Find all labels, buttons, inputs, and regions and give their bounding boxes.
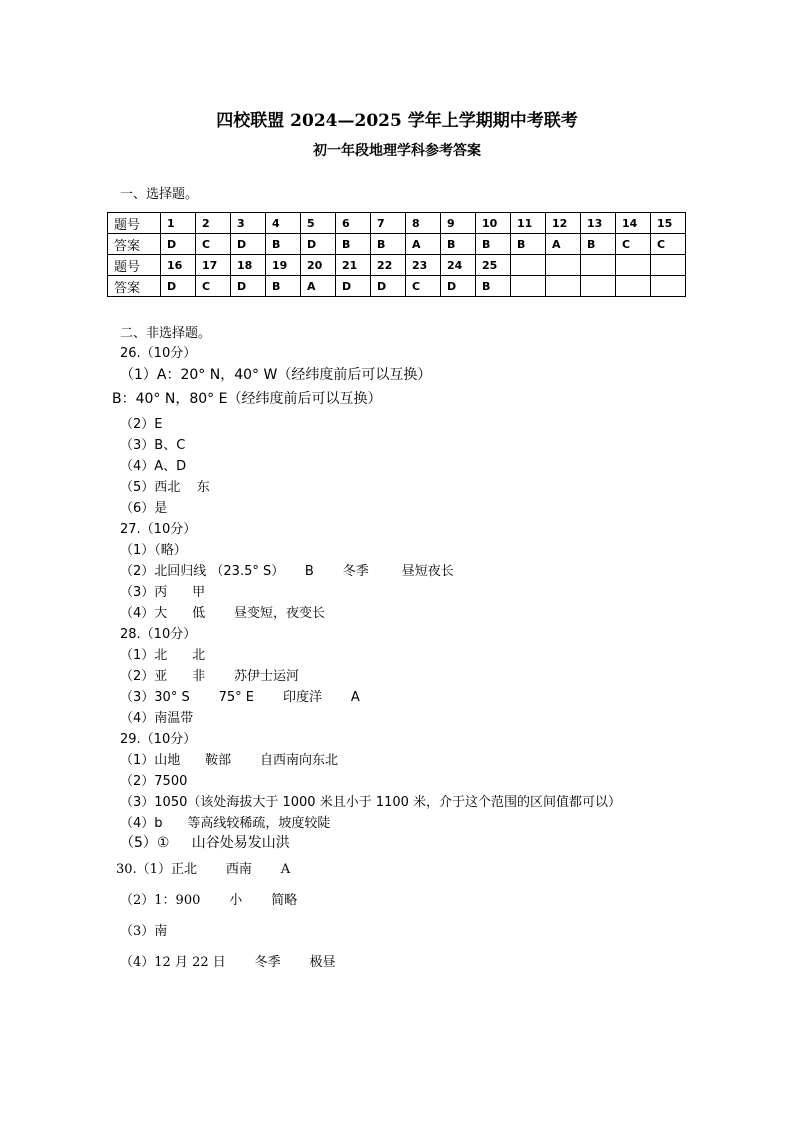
question-number-cell: [616, 255, 651, 276]
question-number-cell: 1: [161, 213, 196, 234]
question-number-cell: 4: [266, 213, 301, 234]
answer-cell: C: [616, 234, 651, 255]
answer-line: 27.（10分）: [120, 522, 197, 537]
question-number-cell: [546, 255, 581, 276]
question-number-cell: 6: [336, 213, 371, 234]
question-number-cell: 25: [476, 255, 511, 276]
answer-line: （3）丙 甲: [120, 585, 206, 600]
question-number-cell: 15: [651, 213, 686, 234]
answer-cell: [546, 276, 581, 297]
answer-cell: B: [371, 234, 406, 255]
answer-line: （2）E: [120, 417, 163, 432]
answer-line: （5）① 山谷处易发山洪: [120, 835, 290, 851]
answer-cell: D: [161, 234, 196, 255]
table-row-answers-2: [108, 276, 686, 297]
question-number-cell: 21: [336, 255, 371, 276]
answer-cell: A: [546, 234, 581, 255]
answer-line: （4）b 等高线较稀疏，坡度较陡: [120, 816, 331, 831]
row-label-answer: 答案: [108, 234, 161, 255]
question-number-cell: 7: [371, 213, 406, 234]
question-number-cell: 23: [406, 255, 441, 276]
answer-line: 28.（10分）: [120, 627, 197, 642]
question-number-cell: 20: [301, 255, 336, 276]
question-number-cell: 16: [161, 255, 196, 276]
answer-line: （6）是: [120, 501, 168, 516]
answer-line: （3）南: [120, 924, 168, 939]
answer-line: （3）30° S 75° E 印度洋 A: [120, 690, 360, 705]
answer-line: 30.（1）正北 西南 A: [116, 862, 291, 877]
answer-cell: B: [511, 234, 546, 255]
question-number-cell: [581, 255, 616, 276]
answer-cell: C: [196, 234, 231, 255]
answer-cell: B: [266, 234, 301, 255]
answer-line: （3）B、C: [120, 438, 186, 453]
answer-line: （1）A：20° N，40° W（经纬度前后可以互换）: [120, 367, 432, 383]
document-title: 四校联盟 2024—2025 学年上学期期中考联考: [216, 111, 578, 131]
answer-cell: B: [476, 234, 511, 255]
answer-line: （4）南温带: [120, 711, 194, 726]
answer-line: （2）亚 非 苏伊士运河: [120, 669, 299, 684]
question-number-cell: 9: [441, 213, 476, 234]
table-row-numbers-1: [108, 213, 686, 234]
row-label-answer: 答案: [108, 276, 161, 297]
answer-line: （2）北回归线 （23.5° S） B 冬季 昼短夜长: [120, 564, 454, 579]
question-number-cell: 5: [301, 213, 336, 234]
answer-cell: D: [441, 276, 476, 297]
question-number-cell: 14: [616, 213, 651, 234]
answer-cell: [616, 276, 651, 297]
question-number-cell: [651, 255, 686, 276]
answer-cell: D: [371, 276, 406, 297]
answer-cell: [651, 276, 686, 297]
answer-table: [107, 212, 686, 297]
question-number-cell: 2: [196, 213, 231, 234]
answer-line: 29.（10分）: [120, 732, 197, 747]
answer-cell: [581, 276, 616, 297]
answer-cell: B: [336, 234, 371, 255]
answer-line: （2）7500: [120, 774, 188, 789]
answer-line: B：40° N，80° E（经纬度前后可以互换）: [112, 391, 382, 407]
answer-line: （1）北 北: [120, 648, 206, 663]
answer-line: （4）12 月 22 日 冬季 极昼: [120, 955, 336, 970]
question-number-cell: 12: [546, 213, 581, 234]
answer-cell: B: [476, 276, 511, 297]
answer-cell: D: [231, 234, 266, 255]
answer-cell: C: [196, 276, 231, 297]
row-label-question: 题号: [108, 213, 161, 234]
question-number-cell: 22: [371, 255, 406, 276]
row-label-question: 题号: [108, 255, 161, 276]
answer-line: （5）西北 东: [120, 480, 210, 495]
answer-line: （1）（略）: [120, 543, 187, 558]
question-number-cell: 19: [266, 255, 301, 276]
answer-cell: D: [161, 276, 196, 297]
answer-line: （3）1050（该处海拔大于 1000 米且小于 1100 米，介于这个范围的区间值都可以）: [120, 795, 622, 810]
answer-cell: A: [406, 234, 441, 255]
question-number-cell: 10: [476, 213, 511, 234]
answer-cell: D: [301, 234, 336, 255]
table-row-answers-1: [108, 234, 686, 255]
question-number-cell: 3: [231, 213, 266, 234]
answer-line: 26.（10分）: [120, 346, 197, 361]
answer-cell: B: [441, 234, 476, 255]
answer-cell: D: [336, 276, 371, 297]
answer-cell: D: [231, 276, 266, 297]
answer-cell: B: [266, 276, 301, 297]
question-number-cell: 24: [441, 255, 476, 276]
answer-cell: C: [651, 234, 686, 255]
answer-cell: B: [581, 234, 616, 255]
question-number-cell: 13: [581, 213, 616, 234]
section-2-heading: 二、非选择题。: [120, 326, 212, 341]
answer-line: （2）1：900 小 简略: [120, 893, 298, 908]
document-subtitle: 初一年段地理学科参考答案: [313, 143, 481, 159]
answer-cell: C: [406, 276, 441, 297]
answer-line: （4）大 低 昼变短，夜变长: [120, 606, 325, 621]
question-number-cell: 11: [511, 213, 546, 234]
answer-line: （1）山地 鞍部 自西南向东北: [120, 753, 338, 768]
question-number-cell: 8: [406, 213, 441, 234]
answer-cell: [511, 276, 546, 297]
table-row-numbers-2: [108, 255, 686, 276]
question-number-cell: [511, 255, 546, 276]
section-1-heading: 一、选择题。: [120, 187, 199, 202]
question-number-cell: 18: [231, 255, 266, 276]
answer-line: （4）A、D: [120, 459, 187, 474]
answer-cell: A: [301, 276, 336, 297]
question-number-cell: 17: [196, 255, 231, 276]
